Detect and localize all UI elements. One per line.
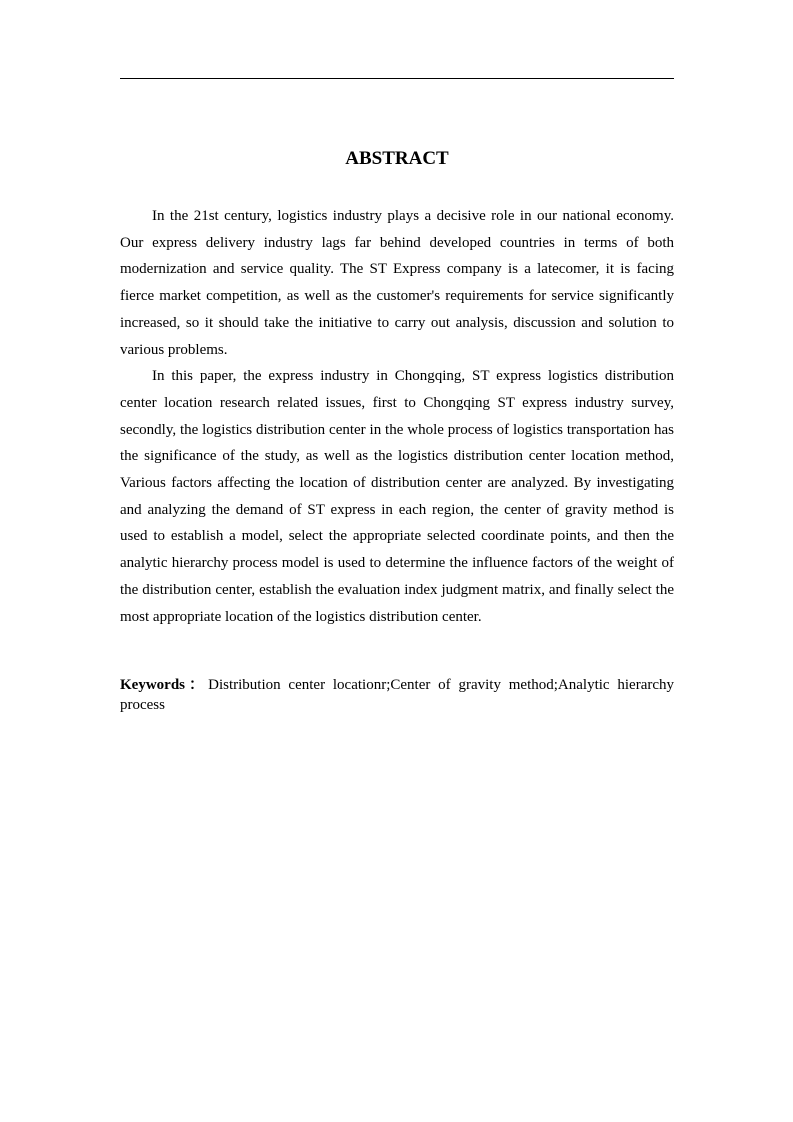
keywords-text: Distribution center locationr;Center of gravity method;Analytic hierarchy process	[120, 677, 675, 713]
abstract-paragraph-2: In this paper, the express industry in Chongqing, ST express logistics distribution center location research related issues, first to Chongqing ST express industry survey, secondly, the logistics distribution center in the whole process of logistics transportation has the significance of the study, as well as the logistics distribution center location method, Various factors affecting the location of distribution center are analyzed. By investigating and analyzing the demand of ST express in each region, the center of gravity method is used to establish a model, select the appropriate selected coordinate points, and then the analytic hierarchy process model is used to determine the influence factors of the weight of the distribution center, establish the evaluation index judgment matrix, and finally select the most appropriate location of the logistics distribution center.	[120, 368, 674, 625]
header-rule	[120, 78, 674, 79]
abstract-title: ABSTRACT	[345, 148, 449, 169]
keywords-line	[120, 675, 674, 715]
keywords-label: Keywords：	[120, 677, 209, 693]
abstract-paragraph-1: In the 21st century, logistics industry plays a decisive role in our national economy. Our express delivery industry lags far behind developed countries in terms of both modernization and service quality. The ST Express company is a latecomer, it is facing fierce market competition, as well as the customer's requirements for service significantly increased, so it should take the initiative to carry out analysis, discussion and solution to various problems.	[120, 208, 674, 358]
abstract-body	[120, 203, 674, 630]
